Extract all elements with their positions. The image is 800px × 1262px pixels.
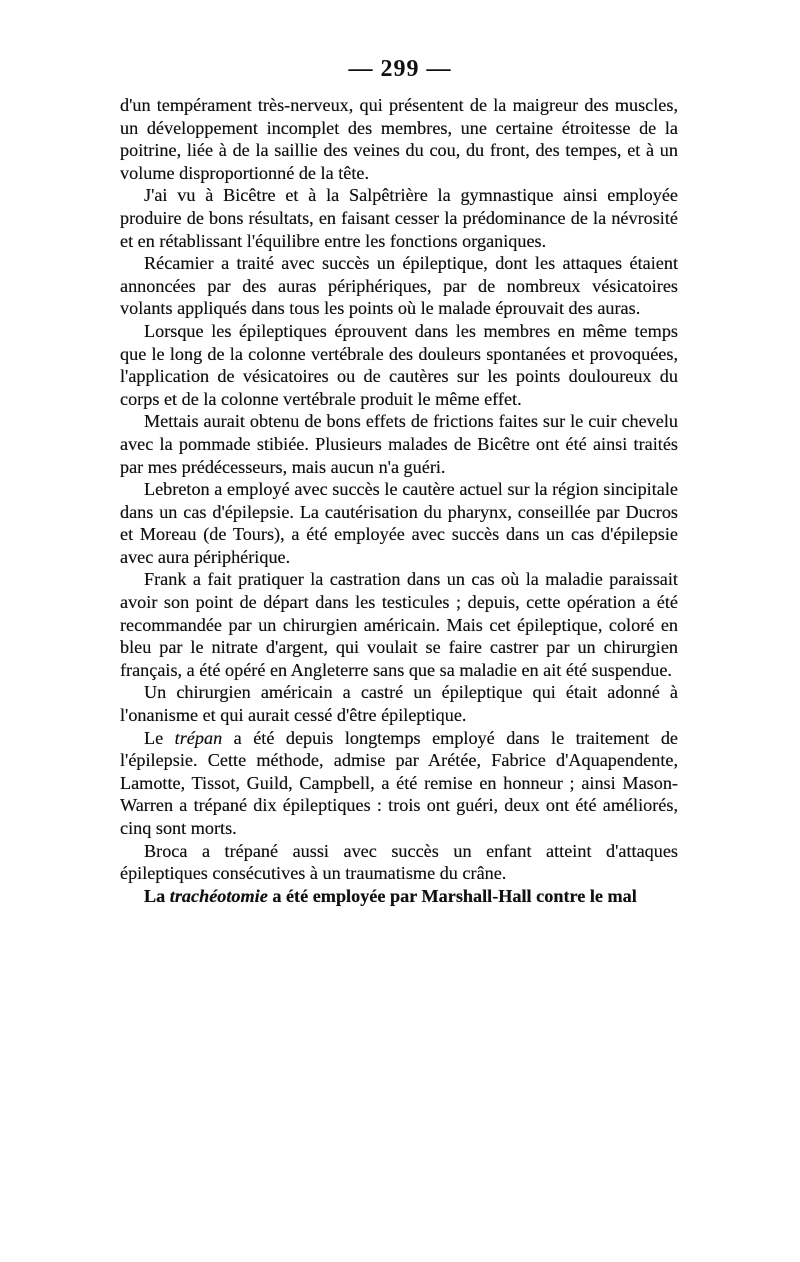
paragraph-text-lead: La	[144, 885, 170, 906]
paragraph-text: a été employée par Marshall-Hall contre le mal	[267, 885, 637, 906]
paragraph-text: J'ai vu à Bicêtre et à la Salpêtrière la gymnastique ainsi employée produire de bons résultats, en faisant cesser la prédominance de la névrosité et en rétablissant l'équilibre entre les fonctions organiques.	[120, 185, 678, 251]
paragraph-text: Lorsque les épileptiques éprouvent dans les membres en même temps que le long de la colonne vertébrale des douleurs spontanées et provoquées, l'application de vésicatoires ou de cautères sur les points douloureux du corps et de la colonne vertébrale produit le même effet.	[120, 320, 678, 409]
paragraph-frank	[120, 568, 678, 681]
paragraph-text: d'un tempérament très-nerveux, qui présentent de la maigreur des muscles, un développement incomplet des membres, une certaine étroitesse de la poitrine, liée à de la saillie des veines du cou, du front, des tempes, et à un volume disproportionné de la tête.	[120, 95, 678, 183]
paragraph-vesicatoires	[120, 320, 678, 410]
paragraph-chirurgien-americain	[120, 681, 678, 726]
paragraph-recamier	[120, 252, 678, 320]
page-number: — 299 —	[348, 56, 452, 82]
emphasis-term: trépan	[174, 727, 223, 748]
emphasis-term: trachéotomie	[169, 885, 268, 906]
paragraph-text: Récamier a traité avec succès un épileptique, dont les attaques étaient annoncées par des auras périphériques, par de nombreux vésicatoires volants appliqués dans tous les points où le malade éprouvait des auras.	[120, 253, 678, 319]
paragraph-text: Frank a fait pratiquer la castration dans un cas où la maladie paraissait avoir son point de départ dans les testicules ; depuis, cette opération a été recommandée par un chirurgien américain. Mais cet épileptique, coloré en bleu par le nitrate d'argent, qui voulait se faire castrer par un chirurgien français, a été opéré en Angleterre sans que sa maladie en ait été suspendue.	[120, 569, 678, 680]
paragraph-text: Un chirurgien américain a castré un épileptique qui était adonné à l'onanisme et qui aurait cessé d'être épileptique.	[120, 682, 678, 726]
paragraph-text-lead: Le	[144, 727, 175, 748]
paragraph-gymnastique	[120, 184, 678, 252]
paragraph-mettais	[120, 410, 678, 478]
paragraph-tracheotomie	[120, 885, 678, 908]
paragraph-text: Mettais aurait obtenu de bons effets de frictions faites sur le cuir chevelu avec la pommade stibiée. Plusieurs malades de Bicêtre ont été ainsi traités par mes prédécesseurs, mais aucun n'a guéri.	[120, 411, 678, 477]
page-body-text	[120, 94, 678, 907]
paragraph-broca	[120, 840, 678, 885]
paragraph-trepan	[120, 727, 678, 840]
paragraph-continuation	[120, 94, 678, 184]
paragraph-text: Broca a trépané aussi avec succès un enfant atteint d'attaques épileptiques consécutives à un traumatisme du crâne.	[120, 840, 678, 884]
paragraph-text: Lebreton a employé avec succès le cautère actuel sur la région sincipitale dans un cas d'épilepsie. La cautérisation du pharynx, conseillée par Ducros et Moreau (de Tours), a été employée avec succès dans un cas d'épilepsie avec aura périphérique.	[120, 479, 678, 567]
paragraph-text: a été depuis longtemps employé dans le traitement de l'épilepsie. Cette méthode, admise par Arétée, Fabrice d'Aquapendente, Lamotte, Tissot, Guild, Campbell, a été remise en honneur ; ainsi Mason-Warren a trépané dix épileptiques : trois ont guéri, deux ont été améliorés, cinq sont morts.	[120, 727, 678, 838]
paragraph-lebreton	[120, 478, 678, 568]
